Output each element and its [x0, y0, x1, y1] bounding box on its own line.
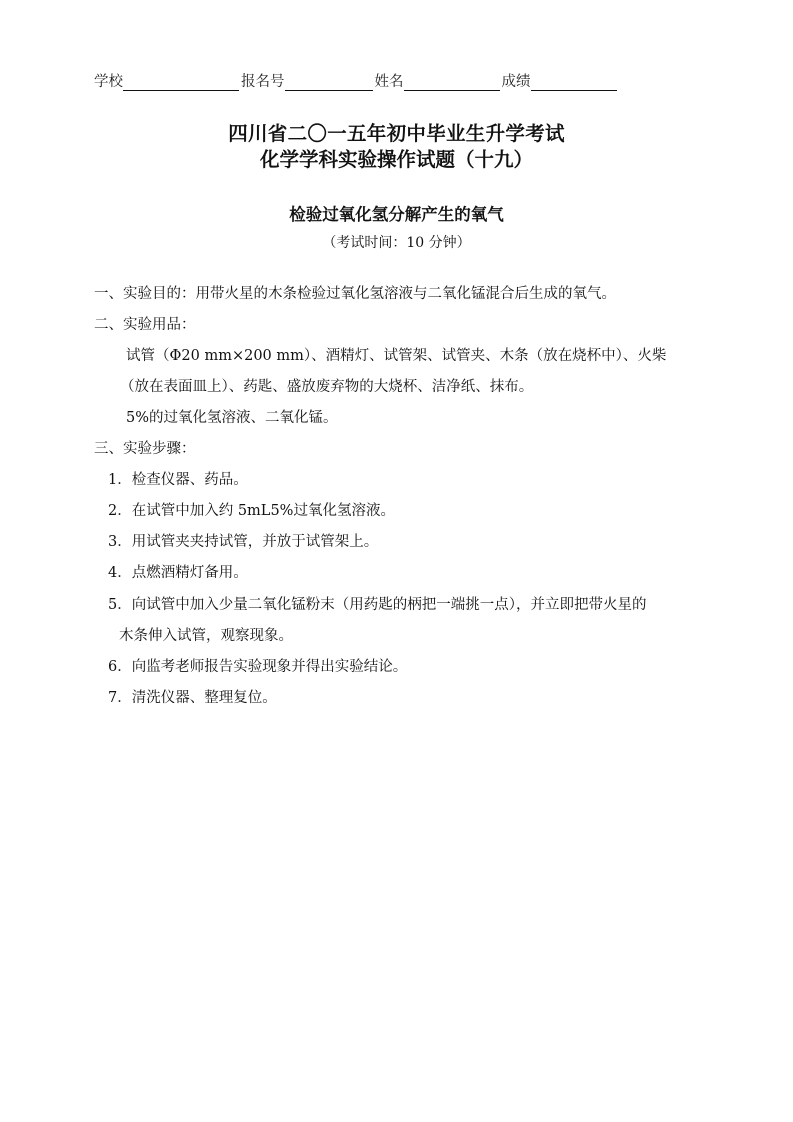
exam-header-fields	[94, 70, 619, 91]
step-item: 4．点燃酒精灯备用。	[108, 565, 248, 581]
step-item: 2．在试管中加入约 5mL5%过氧化氢溶液。	[108, 503, 395, 519]
reg-no-label: 报名号	[241, 74, 285, 90]
step-item: 5．向试管中加入少量二氧化锰粉末（用药匙的柄把一端挑一点），并立即把带火星的	[108, 597, 647, 613]
exam-title: 四川省二〇一五年初中毕业生升学考试	[228, 122, 565, 145]
name-blank	[404, 74, 500, 91]
reg-no-blank	[285, 74, 373, 91]
step-item: 6．向监考老师报告实验现象并得出实验结论。	[108, 659, 408, 675]
name-label: 姓名	[374, 74, 404, 90]
step-item: 1．检查仪器、药品。	[108, 472, 248, 488]
step-item: 7．清洗仪器、整理复位。	[108, 690, 277, 706]
materials-line-2: （放在表面皿上）、药匙、盛放废弃物的大烧杯、洁净纸、抹布。	[120, 379, 534, 395]
steps-heading: 三、实验步骤：	[94, 441, 196, 457]
score-blank	[531, 74, 617, 91]
step-item: 3．用试管夹夹持试管，并放于试管架上。	[108, 534, 379, 550]
school-blank	[123, 74, 239, 91]
exam-time: （考试时间：10 分钟）	[322, 235, 471, 251]
school-label: 学校	[94, 74, 123, 90]
experiment-title: 检验过氧化氢分解产生的氧气	[289, 205, 504, 224]
step-item-continuation: 木条伸入试管，观察现象。	[119, 628, 293, 644]
exam-subject-title: 化学学科实验操作试题（十九）	[259, 148, 533, 171]
materials-heading: 二、实验用品：	[94, 317, 196, 333]
score-label: 成绩	[501, 74, 531, 90]
purpose-text: 一、实验目的：用带火星的木条检验过氧化氢溶液与二氧化锰混合后生成的氧气。	[94, 286, 616, 302]
materials-line-1: 试管（Φ20 mm×200 mm）、酒精灯、试管架、试管夹、木条（放在烧杯中）、火柴	[126, 348, 667, 364]
materials-line-3: 5%的过氧化氢溶液、二氧化锰。	[126, 410, 338, 426]
